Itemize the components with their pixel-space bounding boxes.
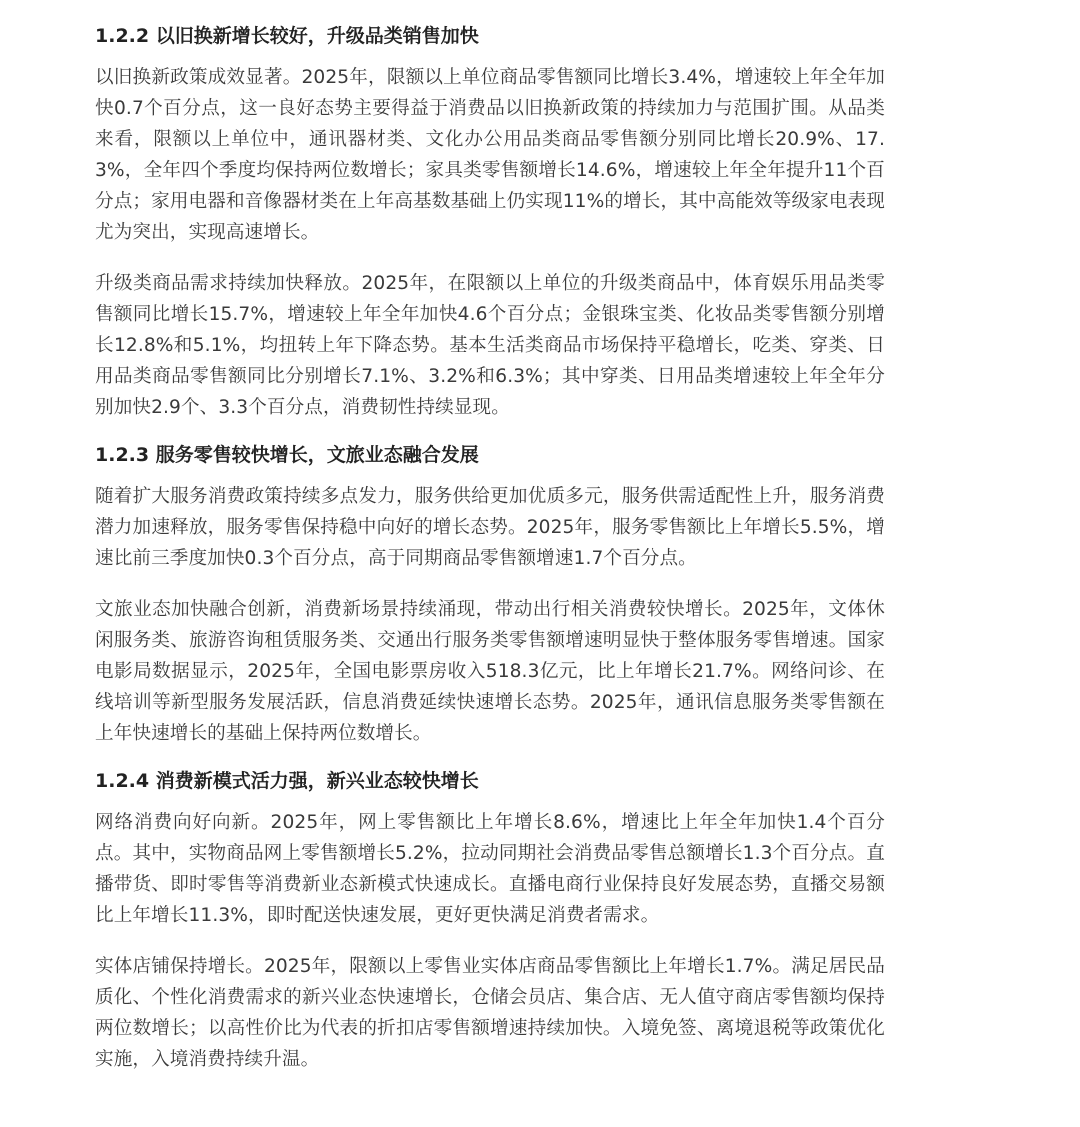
paragraph: 实体店铺保持增长。2025年，限额以上零售业实体店商品零售额比上年增长1.7%。满足居民品质化、个性化消费需求的新兴业态快速增长，仓储会员店、集合店、无人值守商店零售额均保持两位数增长；以高性价比为代表的折扣店零售额增速持续加快。入境免签、离境退税等政策优化实施，入境消费持续升温。 — [95, 956, 885, 1070]
document-body — [95, 22, 885, 1093]
section-1-2-4 — [95, 767, 885, 1075]
paragraph: 文旅业态加快融合创新，消费新场景持续涌现，带动出行相关消费较快增长。2025年，文体休闲服务类、旅游咨询租赁服务类、交通出行服务类零售额增速明显快于整体服务零售增速。国家电影局数据显示，2025年，全国电影票房收入518.3亿元，比上年增长21.7%。网络问诊、在线培训等新型服务发展活跃，信息消费延续快速增长态势。2025年，通讯信息服务类零售额在上年快速增长的基础上保持两位数增长。 — [95, 599, 885, 744]
section-heading: 1.2.4 消费新模式活力强，新兴业态较快增长 — [95, 770, 479, 792]
paragraph: 网络消费向好向新。2025年，网上零售额比上年增长8.6%，增速比上年全年加快1.4个百分点。其中，实物商品网上零售额增长5.2%，拉动同期社会消费品零售总额增长1.3个百分点。直播带货、即时零售等消费新业态新模式快速成长。直播电商行业保持良好发展态势，直播交易额比上年增长11.3%，即时配送快速发展，更好更快满足消费者需求。 — [95, 812, 885, 926]
paragraph: 升级类商品需求持续加快释放。2025年，在限额以上单位的升级类商品中，体育娱乐用品类零售额同比增长15.7%，增速较上年全年加快4.6个百分点；金银珠宝类、化妆品类零售额分别增长12.8%和5.1%，均扭转上年下降态势。基本生活类商品市场保持平稳增长，吃类、穿类、日用品类商品零售额同比分别增长7.1%、3.2%和6.3%；其中穿类、日用品类增速较上年全年分别加快2.9个、3.3个百分点，消费韧性持续显现。 — [95, 273, 885, 418]
section-heading: 1.2.2 以旧换新增长较好，升级品类销售加快 — [95, 25, 479, 47]
paragraph: 随着扩大服务消费政策持续多点发力，服务供给更加优质多元，服务供需适配性上升，服务消费潜力加速释放，服务零售保持稳中向好的增长态势。2025年，服务零售额比上年增长5.5%，增速比前三季度加快0.3个百分点，高于同期商品零售额增速1.7个百分点。 — [95, 486, 885, 569]
section-1-2-2 — [95, 22, 885, 423]
paragraph: 以旧换新政策成效显著。2025年，限额以上单位商品零售额同比增长3.4%，增速较上年全年加快0.7个百分点，这一良好态势主要得益于消费品以旧换新政策的持续加力与范围扩围。从品类来看，限额以上单位中，通讯器材类、文化办公用品类商品零售额分别同比增长20.9%、17.3%，全年四个季度均保持两位数增长；家具类零售额增长14.6%，增速较上年全年提升11个百分点；家用电器和音像器材类在上年高基数基础上仍实现11%的增长，其中高能效等级家电表现尤为突出，实现高速增长。 — [95, 67, 885, 243]
section-heading: 1.2.3 服务零售较快增长，文旅业态融合发展 — [95, 444, 479, 466]
section-1-2-3 — [95, 441, 885, 749]
